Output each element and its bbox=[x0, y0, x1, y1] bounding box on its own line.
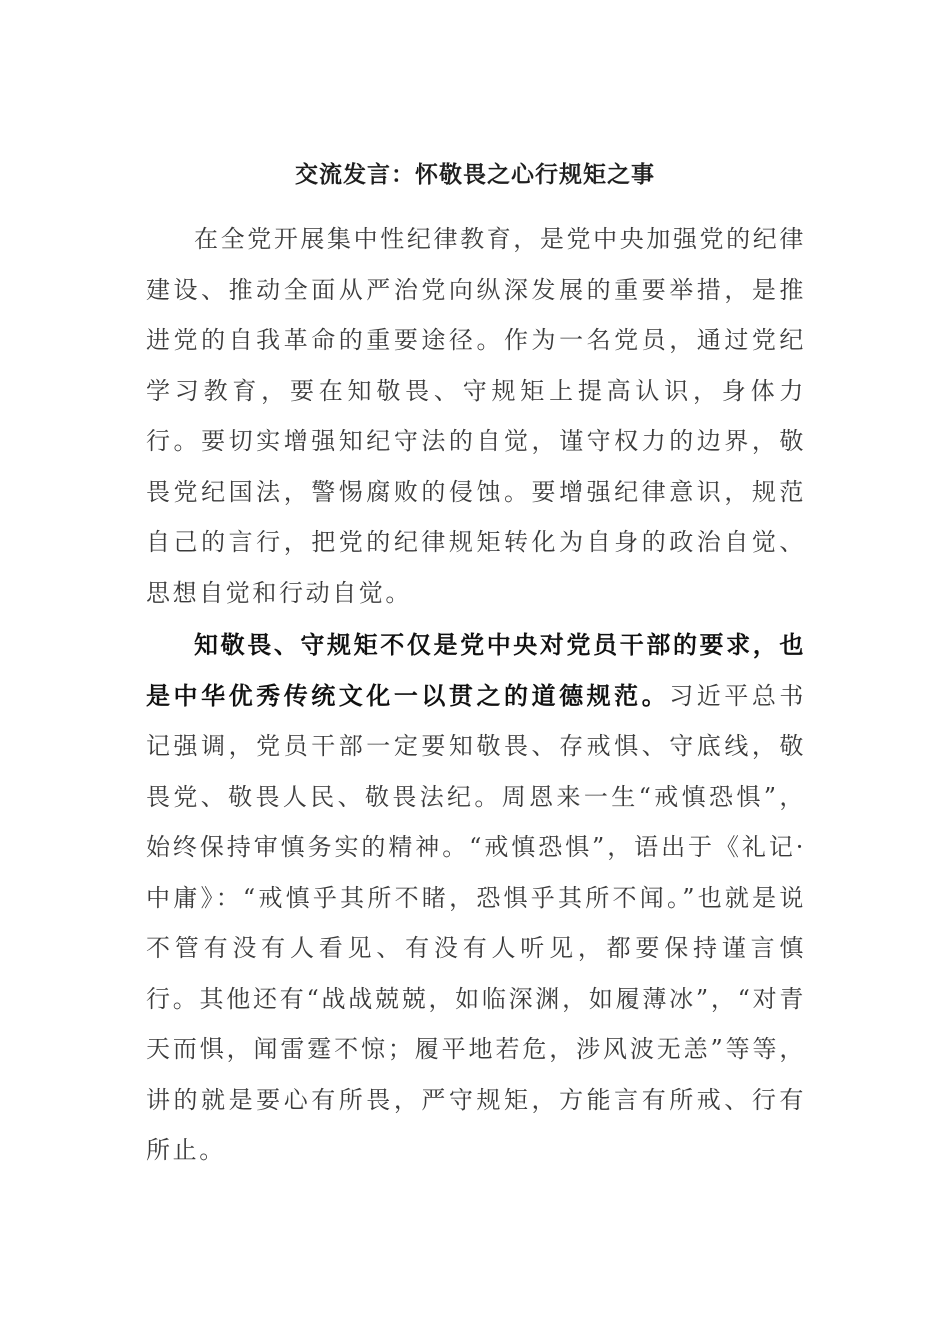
paragraph-2-text: 习近平总书记强调，党员干部一定要知敬畏、存戒惧、守底线，敬畏党、敬畏人民、敬畏法纪。周恩来一生“戒慎恐惧”，始终保持审慎务实的精神。“戒慎恐惧”，语出于《礼记·中庸》：“戒慎乎其所不睹，恐惧乎其所不闻。”也就是说不管有没有人看见、有没有人听见，都要保持谨言慎行。其他还有“战战兢兢，如临深渊，如履薄冰”，“对青天而惧，闻雷霆不惊；履平地若危，涉风波无恙”等等，讲的就是要心有所畏，严守规矩，方能言有所戒、行有所止。 bbox=[146, 681, 807, 1164]
body-paragraph-1 bbox=[146, 214, 806, 618]
paragraph-1-text: 在全党开展集中性纪律教育，是党中央加强党的纪律建设、推动全面从严治党向纵深发展的重要举措，是推进党的自我革命的重要途径。作为一名党员，通过党纪学习教育，要在知敬畏、守规矩上提高认识，身体力行。要切实增强知纪守法的自觉，谨守权力的边界，敬畏党纪国法，警惕腐败的侵蚀。要增强纪律意识，规范自己的言行，把党的纪律规矩转化为自身的政治自觉、思想自觉和行动自觉。 bbox=[146, 225, 806, 607]
document-title: 交流发言：怀敬畏之心行规矩之事 bbox=[295, 162, 655, 188]
body-paragraph-2 bbox=[146, 620, 806, 1176]
paragraph-2-bold-lead: 知敬畏、守规矩不仅是党中央对党员干部的要求，也是中华优秀传统文化一以贯之的道德规范。 bbox=[146, 631, 806, 710]
